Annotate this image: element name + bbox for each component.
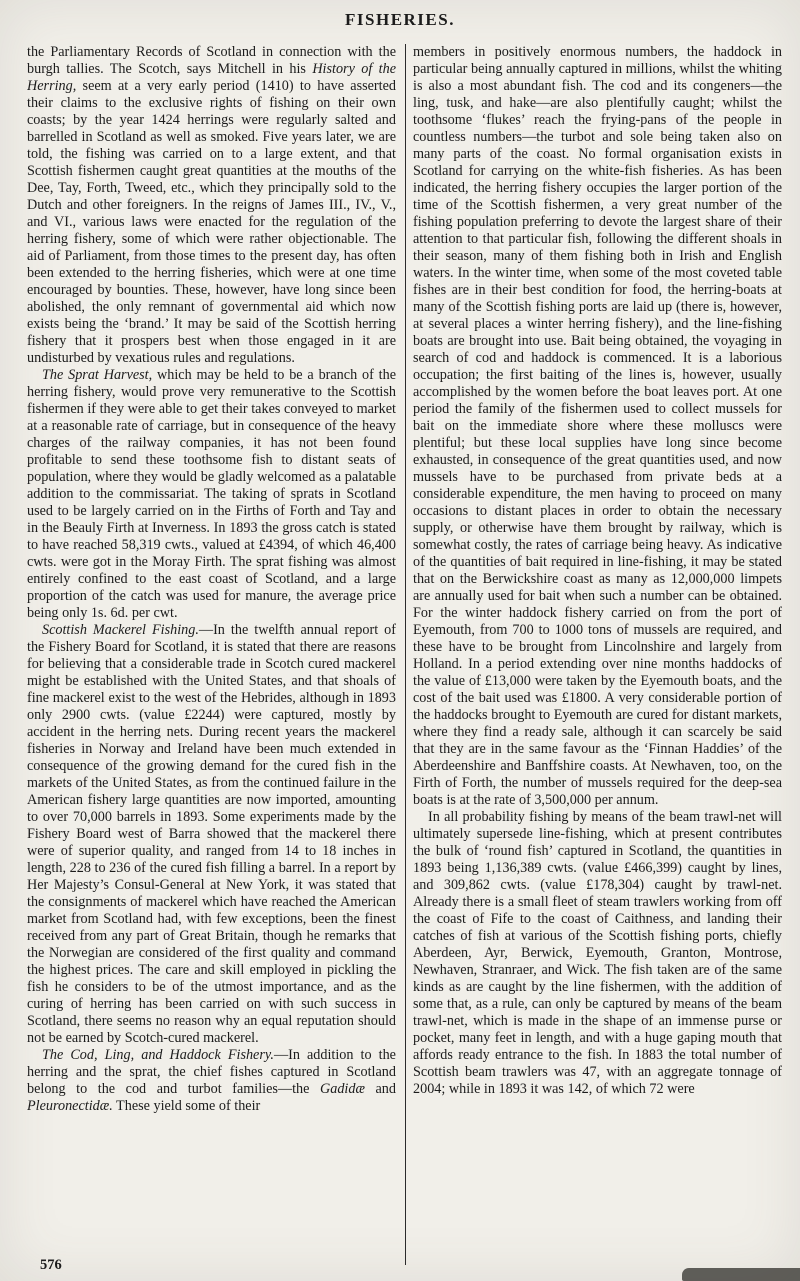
page-number: 576 [40,1257,62,1273]
italic-text: Pleuronectidæ. [27,1098,113,1114]
italic-text: The Sprat Harvest, [42,367,153,383]
italic-text: Gadidæ [320,1081,365,1097]
paragraph [413,809,782,1098]
italic-text: Scottish Mackerel Fishing. [42,622,199,638]
left-column [27,44,396,1265]
paragraph [27,622,396,1047]
body-text: and [364,1081,396,1097]
body-text: members in positively enormous numbers, the haddock in particular being annually captured in millions, whilst the whiting is also a most abundant fish. The cod and its congeners—the ling, tusk, and hake—are also plentifully caught; whilst the toothsome ‘flukes’ reach the frying-pans of the people in countless numbers—the turbot and sole being taken also on many parts of the coast. No formal organisation exists in Scotland for carrying on the white-fish fisheries. As has been indicated, the herring fishery occupies the larger portion of the time of the Scottish fishermen, a very great number of the fishing population preferring to devote the largest share of their attention to that particular fish, following the different shoals in their season, many of them fishing both in Irish and English waters. In the winter time, when some of the most coveted table fishes are in their best condition for food, the herring-boats at many of the Scottish fishing ports are laid up (there is, however, at several places a winter herring fishery), and the line-fishing boats are brought into use. Bait being obtained, the voyaging in search of cod and haddock is commenced. It is a laborious occupation; the first baiting of the lines is, however, usually accomplished by the women before the boat leaves port. At one period the family of the fishermen used to collect mussels for bait on the immediate shore where these molluscs were plentiful; but these local supplies have long since become exhausted, in consequence of the great quantities used, and now mussels have to be purchased from private beds at a considerable expenditure, the men having to proceed on many occasions to distant places in order to obtain the necessary supply, or otherwise have them brought by railway, which is somewhat costly, the rates of carriage being heavy. As indicative of the quantities of bait required in line-fishing, it may be stated that on the Berwickshire coast as many as 12,000,000 limpets are annually used for bait when such a number can be obtained. For the winter haddock fishery carried on from the port of Eyemouth, from 700 to 1000 tons of mussels are required, and these have to be brought from Lincolnshire and largely from Holland. In a period extending over nine months haddocks of the value of £13,000 were taken by the Eyemouth boats, and the cost of the bait used was £1800. A very considerable portion of the haddocks brought to Eyemouth are cured for distant markets, where they find a ready sale, although it can scarcely be said that they are in the same favour as the ‘Finnan Haddies’ of the Aberdeenshire and Banffshire coasts. At Newhaven, too, on the Firth of Forth, the number of mussels required for the deep-sea boats is at the rate of 3,500,000 per annum. [413,44,782,808]
paragraph [27,44,396,367]
body-text: which may be held to be a branch of the herring fishery, would prove very remunerative to the Scottish fishermen if they were able to get their takes conveyed to market at a reasonable rate of carriage, but in consequence of the heavy charges of the railway companies, it has not been found profitable to send these toothsome fish to distant seats of population, where they would be gladly welcomed as a palatable addition to the commissariat. The taking of sprats in Scotland used to be largely carried on in the Firths of Forth and Tay and in the Beauly Firth at Inverness. In 1893 the gross catch is stated to have reached 58,319 cwts., valued at £4394, of which 46,400 cwts. were got in the Moray Firth. The sprat fishing was almost entirely confined to the east coast of Scotland, and a large proportion of the catch was used for manure, the average price being only 1s. 6d. per cwt. [27,367,396,621]
paragraph [27,1047,396,1115]
scan-artifact [682,1268,800,1281]
body-text: —In addition to the herring and the sprat, the chief fishes captured in Scotland belong to the cod and turbot families—the [27,1047,396,1097]
paragraph [413,44,782,809]
body-text: seem at a very early period (1410) to have asserted their claims to the exclusive rights of fishing on their own coasts; by the year 1424 herrings were regularly salted and barrelled in Scotland as well as smoked. Five years later, we are told, the fishing was carried on to a large extent, and that Scottish fishermen caught great quantities at the mouths of the Dee, Tay, Forth, Tweed, etc., which they principally sold to the Dutch and other foreigners. In the reigns of James III., IV., V., and VI., various laws were enacted for the regulation of the herring fishery, some of which were rather objectionable. The aid of Parliament, from those times to the present day, has often been extended to the herring fisheries, which were at one time encouraged by bounties. These, however, have long since been abolished, the only remnant of governmental aid which now exists being the ‘brand.’ It may be said of the Scottish herring fishery that it prospers best when those engaged in it are undisturbed by vexatious rules and regulations. [27,78,396,366]
page-title: FISHERIES. [345,10,455,29]
italic-text: History of the Herring, [27,61,396,94]
body-text: —In the twelfth annual report of the Fishery Board for Scotland, it is stated that there are reasons for believing that a considerable trade in Scotch cured mackerel might be established with the United States, and that shoals of fine mackerel exist to the west of the Hebrides, although in 1893 only 2900 cwts. (value £2244) were captured, mostly by accident in the herring nets. During recent years the mackerel fisheries in Norway and Ireland have been much extended in consequence of the growing demand for the cured fish in the markets of the United States, as from the continued failure in the American fishery large quantities are now imported, amounting to over 70,000 barrels in 1893. Some experiments made by the Fishery Board west of Barra showed that the mackerel there were of superior quality, and ranged from 14 to 18 inches in length, 228 to 236 of the cured fish filling a barrel. In a report by Her Majesty’s Consul-General at New York, it was stated that the consignments of mackerel which have reached the American market from Scotland had, with few exceptions, been the finest received from any part of Great Britain, though he remarks that the Norwegian are considered of the first quality and command the highest prices. The care and skill employed in pickling the fish he considers to be of the utmost importance, and as the curing of herring has been carried on with such success in Scotland, there seems no reason why an equal reputation should not be earned by Scotch-cured mackerel. [27,622,396,1046]
body-text: These yield some of their [112,1098,261,1114]
paragraph [27,367,396,622]
body-text: In all probability fishing by means of the beam trawl-net will ultimately supersede line-fishing, which at present contributes the bulk of ‘round fish’ captured in Scotland, the quantities in 1893 being 1,136,389 cwts. (value £466,399) caught by lines, and 309,862 cwts. (value £178,304) caught by trawl-net. Already there is a small fleet of steam trawlers working from off the coast of Fife to the coast of Caithness, and landing their catches of fish at various of the Scottish fishing ports, chiefly Aberdeen, Ayr, Berwick, Eyemouth, Granton, Montrose, Newhaven, Stranraer, and Wick. The fish taken are of the same kinds as are caught by the line fishermen, with the addition of some that, as a rule, can only be captured by means of the beam trawl-net, which is made in the shape of an immense purse or pocket, many feet in length, and with a huge gaping mouth that affords ready entrance to the fish. In 1883 the total number of Scottish beam trawlers was 47, with an aggregate tonnage of 2004; while in 1893 it was 142, of which 72 were [413,809,782,1097]
columns-container [27,44,784,1265]
right-column [413,44,782,1265]
column-divider [405,44,406,1265]
italic-text: The Cod, Ling, and Haddock Fishery. [42,1047,274,1063]
body-text: the Parliamentary Records of Scotland in connection with the burgh tallies. The Scotch, says Mitchell in his [27,44,396,77]
